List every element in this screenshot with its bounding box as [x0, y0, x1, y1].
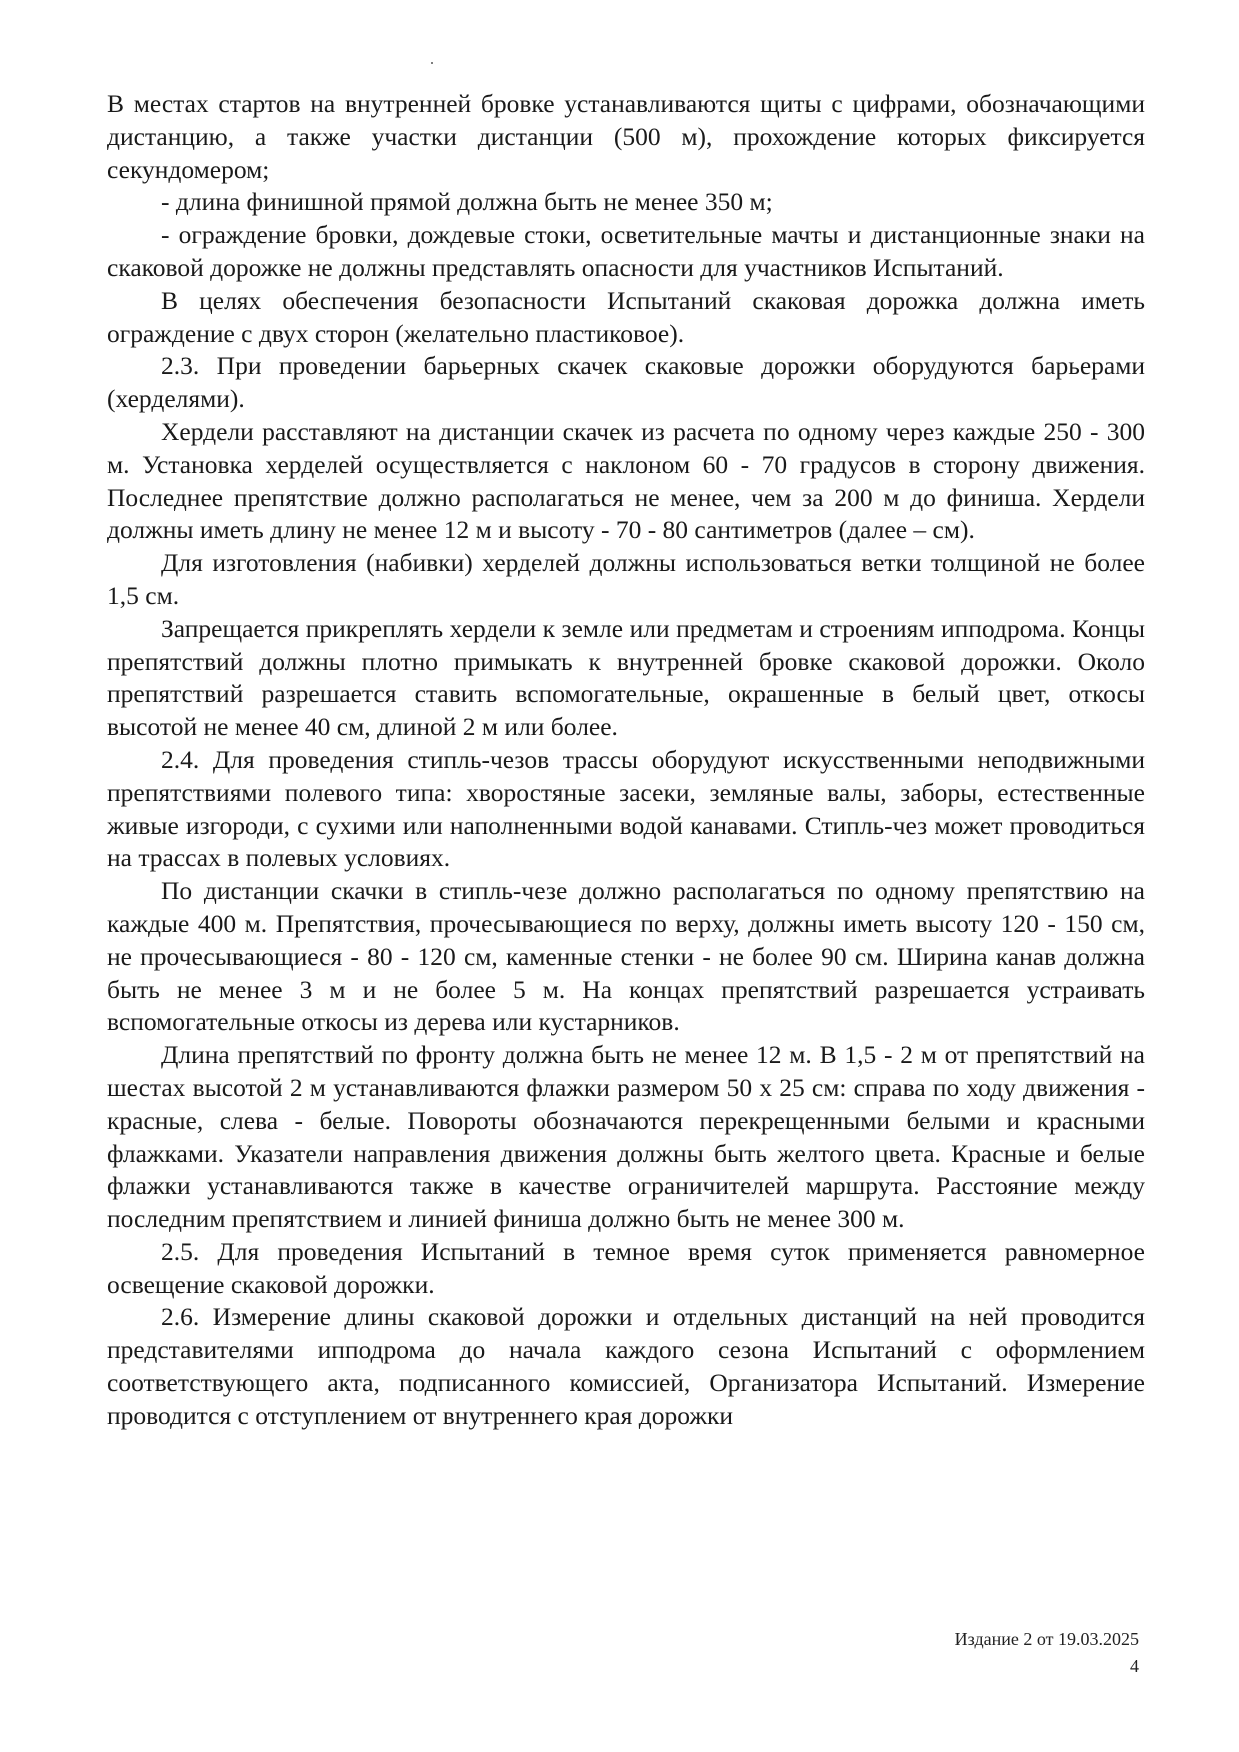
paragraph: По дистанции скачки в стипль-чезе должно располагаться по одному препятствию на каждые 400 м. Препятствия, прочесывающиеся по верху, должны иметь высоту 120 - 150 см, не прочесывающиеся - 80 - 120 см, каменные стенки - не более 90 см. Ширина канав должна быть не менее 3 м и не более 5 м. На концах препятствий разрешается устраивать вспомогательные откосы из дерева или кустарников. [107, 876, 1145, 1037]
paragraph: 2.3. При проведении барьерных скачек скаковые дорожки оборудуются барьерами (херделями). [107, 351, 1145, 414]
paragraph: - ограждение бровки, дождевые стоки, осветительные мачты и дистанционные знаки на скаковой дорожке не должны представлять опасности для участников Испытаний. [107, 220, 1145, 282]
paragraph: В целях обеспечения безопасности Испытаний скаковая дорожка должна иметь ограждение с двух сторон (желательно пластиковое). [107, 285, 1145, 348]
paragraph: 2.5. Для проведения Испытаний в темное время суток применяется равномерное освещение скаковой дорожки. [107, 1236, 1145, 1299]
paragraph: Длина препятствий по фронту должна быть не менее 12 м. В 1,5 - 2 м от препятствий на шестах высотой 2 м устанавливаются флажки размером 50 х 25 см: справа по ходу движения - красные, слева - белые. Повороты обозначаются перекрещенными белыми и красными флажками. Указатели направления движения должны быть желтого цвета. Красные и белые флажки устанавливаются также в качестве ограничителей маршрута. Расстояние между последним препятствием и линией финиша должно быть не менее 300 м. [107, 1040, 1145, 1234]
paragraph: 2.4. Для проведения стипль-чезов трассы оборудуют искусственными неподвижными препятствиями полевого типа: хворостяные засеки, земляные валы, заборы, естественные живые изгороди, с сухими или наполненными водой канавами. Стипль-чез может проводиться на трассах в полевых условиях. [107, 744, 1145, 873]
paragraph: В местах стартов на внутренней бровке устанавливаются щиты с цифрами, обозначающими дистанцию, а также участки дистанции (500 м), прохождение которых фиксируется секундомером; [107, 89, 1145, 184]
paragraph: 2.6. Измерение длины скаковой дорожки и отдельных дистанций на ней проводится представителями ипподрома до начала каждого сезона Испытаний с оформлением соответствующего акта, подписанного комиссией, Организатора Испытаний. Измерение проводится с отступлением от внутреннего края дорожки [107, 1302, 1145, 1430]
paragraph: - длина финишной прямой должна быть не менее 350 м; [161, 187, 773, 217]
paragraph: Для изготовления (набивки) херделей должны использоваться ветки толщиной не более 1,5 см. [107, 548, 1145, 610]
paragraph: Запрещается прикреплять хердели к земле или предметам и строениям ипподрома. Концы препятствий должны плотно примыкать к внутренней бровке скаковой дорожки. Около препятствий разрешается ставить вспомогательные, окрашенные в белый цвет, откосы высотой не менее 40 см, длиной 2 м или более. [107, 613, 1145, 742]
scan-dot-mark [431, 62, 433, 64]
document-body [107, 88, 1145, 1433]
edition-footer: Издание 2 от 19.03.2025 [954, 1629, 1139, 1649]
paragraph: Хердели расставляют на дистанции скачек из расчета по одному через каждые 250 - 300 м. Установка херделей осуществляется с наклоном 60 - 70 градусов в сторону движения. Последнее препятствие должно располагаться не менее, чем за 200 м до финиша. Хердели должны иметь длину не менее 12 м и высоту - 70 - 80 сантиметров (далее – см). [107, 416, 1145, 545]
page-number: 4 [1130, 1656, 1139, 1676]
